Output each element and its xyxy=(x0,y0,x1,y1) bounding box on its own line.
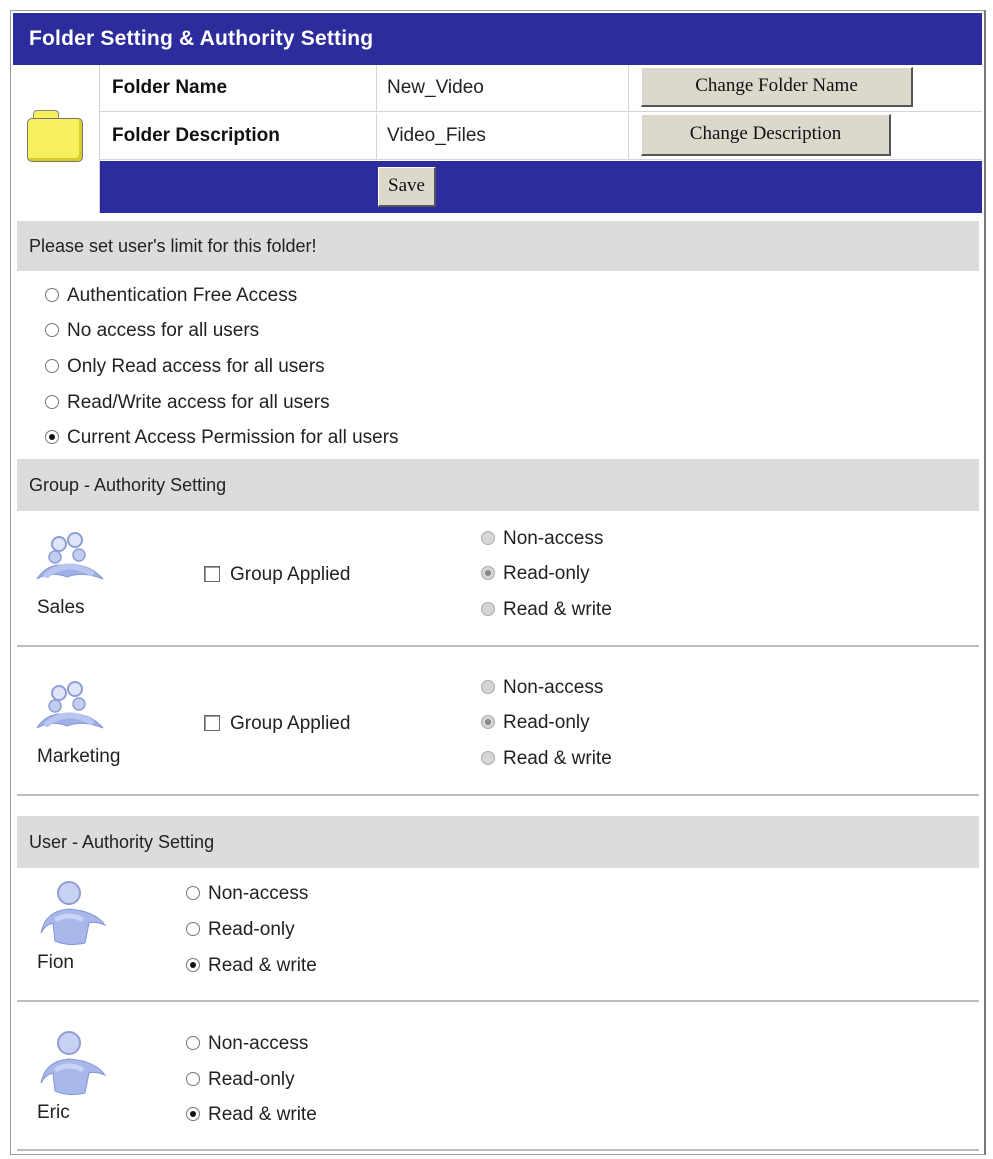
limit-radio-0[interactable] xyxy=(45,288,59,302)
user-permission-option[interactable]: Non-access xyxy=(186,882,308,906)
change-description-button[interactable]: Change Description xyxy=(641,114,891,156)
user-permission-option[interactable]: Read-only xyxy=(186,1068,295,1092)
folder-icon-cell xyxy=(13,65,100,213)
limit-option[interactable]: Authentication Free Access xyxy=(45,284,297,308)
divider xyxy=(17,1149,979,1151)
group-permission-option[interactable]: Non-access xyxy=(481,676,603,700)
group-permission-option[interactable]: Read & write xyxy=(481,598,612,622)
save-row xyxy=(100,161,982,213)
group-applied-checkbox[interactable]: Group Applied xyxy=(204,563,350,587)
user-permission-option[interactable]: Read & write xyxy=(186,1103,317,1127)
limit-radio-2[interactable] xyxy=(45,359,59,373)
limit-option[interactable]: No access for all users xyxy=(45,319,259,343)
folder-name-label: Folder Name xyxy=(112,77,228,98)
user-icon xyxy=(35,879,109,949)
folder-info-table xyxy=(13,65,982,213)
group-permission-option[interactable]: Read & write xyxy=(481,747,612,771)
save-button[interactable]: Save xyxy=(378,167,436,207)
group-applied-checkbox[interactable]: Group Applied xyxy=(204,712,350,736)
limit-option[interactable]: Read/Write access for all users xyxy=(45,391,330,415)
user-permission-option[interactable]: Non-access xyxy=(186,1032,308,1056)
user-permission-option[interactable]: Read & write xyxy=(186,954,317,978)
user-icon xyxy=(35,1029,109,1099)
folder-name-row xyxy=(100,65,982,112)
folder-description-row xyxy=(100,113,982,160)
limit-radio-3[interactable] xyxy=(45,395,59,409)
divider xyxy=(17,794,979,796)
user-section-heading: User - Authority Setting xyxy=(17,816,979,868)
limit-option[interactable]: Current Access Permission for all users xyxy=(45,426,399,450)
group-icon xyxy=(33,527,107,587)
limit-option[interactable]: Only Read access for all users xyxy=(45,355,325,379)
user-name: Eric xyxy=(37,1102,70,1123)
page-title: Folder Setting & Authority Setting xyxy=(13,13,982,65)
folder-description-label: Folder Description xyxy=(112,125,280,146)
group-permission-option[interactable]: Non-access xyxy=(481,527,603,551)
group-icon xyxy=(33,676,107,736)
user-name: Fion xyxy=(37,952,74,973)
group-name: Sales xyxy=(37,597,85,618)
limit-section-heading: Please set user's limit for this folder! xyxy=(17,221,979,271)
group-name: Marketing xyxy=(37,746,121,767)
group-permission-option[interactable]: Read-only xyxy=(481,711,590,735)
folder-icon xyxy=(27,110,83,162)
change-folder-name-button[interactable]: Change Folder Name xyxy=(641,67,913,107)
folder-description-value: Video_Files xyxy=(376,113,486,159)
limit-radio-1[interactable] xyxy=(45,323,59,337)
user-permission-option[interactable]: Read-only xyxy=(186,918,295,942)
folder-name-value: New_Video xyxy=(376,65,484,111)
group-permission-option[interactable]: Read-only xyxy=(481,562,590,586)
group-section-heading: Group - Authority Setting xyxy=(17,459,979,511)
limit-radio-4[interactable] xyxy=(45,430,59,444)
divider xyxy=(17,1000,979,1002)
folder-authority-panel xyxy=(10,10,986,1155)
divider xyxy=(17,645,979,647)
